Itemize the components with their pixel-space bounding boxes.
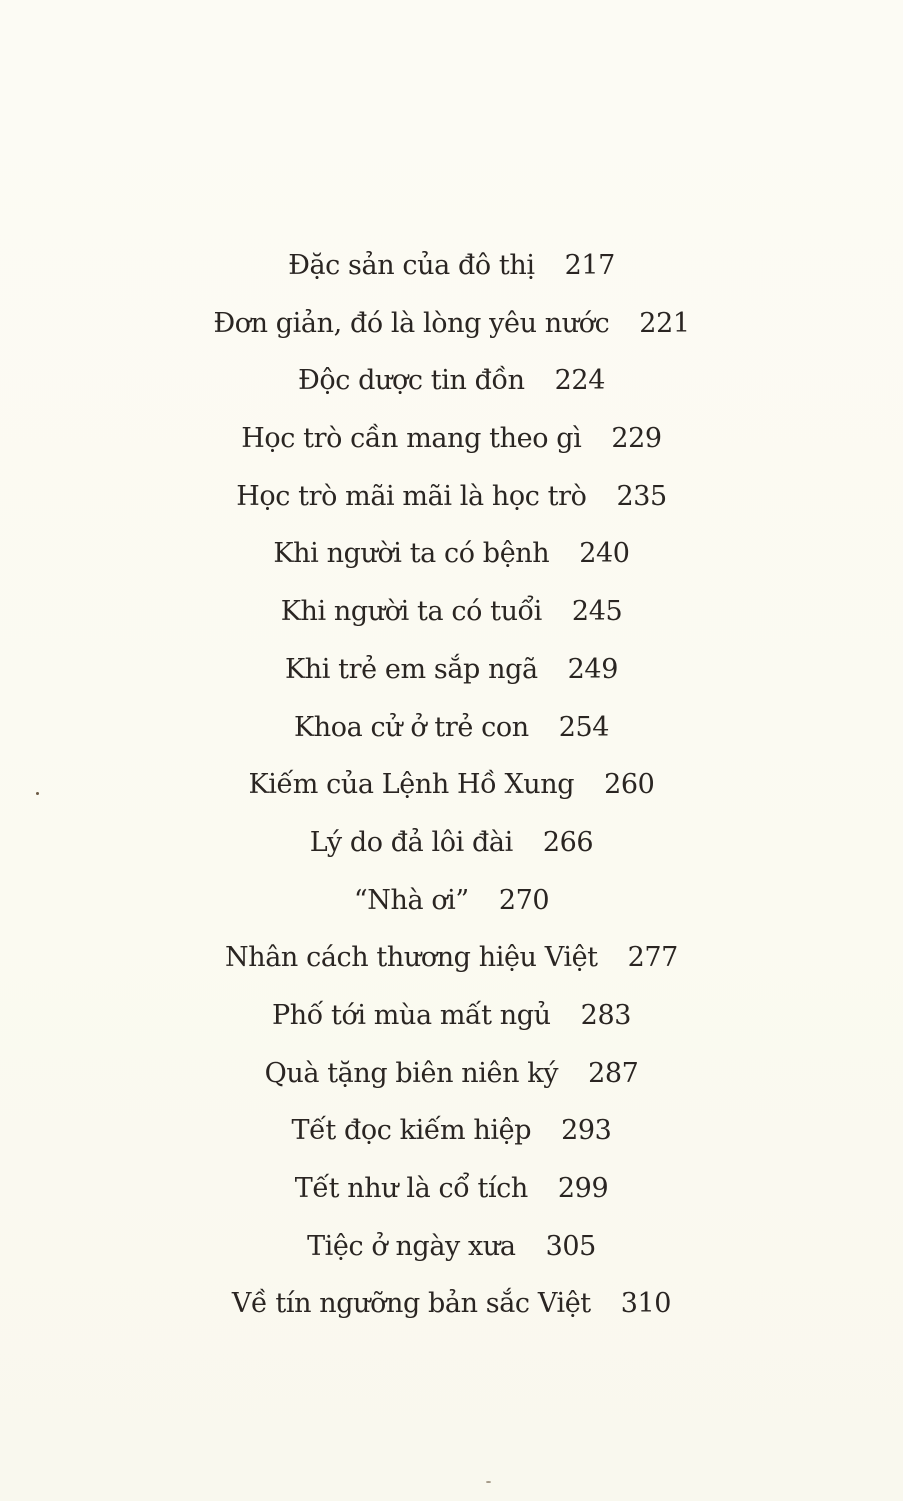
toc-entry-title: Tiệc ở ngày xưa	[307, 1230, 516, 1262]
toc-entry-page-number: 249	[567, 653, 618, 685]
toc-entry	[0, 1218, 903, 1276]
toc-entry-page-number: 254	[558, 711, 610, 743]
toc-entry-page-number: 245	[571, 596, 623, 628]
toc-entry-title: Lý do đả lôi đài	[309, 826, 513, 858]
toc-entry-page-number: 283	[580, 999, 632, 1031]
toc-entry-title: Đơn giản, đó là lòng yêu nước	[213, 307, 610, 339]
toc-entry-title: Học trò cần mang theo gì	[241, 423, 582, 455]
toc-entry-page-number: 310	[620, 1288, 672, 1320]
toc-entry-page-number: 224	[554, 365, 605, 397]
toc-entry	[0, 814, 903, 872]
toc-entry-page-number: 277	[627, 942, 678, 974]
toc-entry-title: Khi trẻ em sắp ngã	[285, 653, 538, 685]
toc-entry	[0, 237, 903, 295]
toc-entry-page-number: 293	[561, 1115, 612, 1147]
toc-entry-page-number: 287	[588, 1057, 639, 1089]
toc-entry-title: Quà tặng biên niên ký	[264, 1057, 559, 1089]
toc-entry	[0, 525, 903, 583]
toc-entry-title: Đặc sản của đô thị	[288, 250, 535, 281]
toc-entry	[0, 583, 903, 641]
toc-entry	[0, 1160, 903, 1218]
toc-entry-title: Nhân cách thương hiệu Việt	[225, 942, 598, 974]
toc-entry-title: Khoa cử ở trẻ con	[293, 711, 529, 743]
toc-entry	[0, 641, 903, 699]
toc-entry-page-number: 270	[498, 884, 550, 916]
toc-entry-page-number: 229	[611, 423, 662, 455]
toc-entry-title: Về tín ngưỡng bản sắc Việt	[231, 1288, 591, 1320]
toc-entry-page-number: 221	[639, 307, 690, 339]
paper-speck	[36, 792, 39, 795]
toc-entry-page-number: 299	[557, 1173, 609, 1204]
toc-entry-page-number: 240	[579, 538, 630, 570]
toc-entry-title: Độc dược tin đồn	[298, 365, 525, 397]
toc-entry	[0, 410, 903, 468]
toc-entry-page-number: 266	[542, 826, 594, 858]
paper-speck	[486, 1481, 491, 1483]
toc-entry	[0, 295, 903, 353]
toc-entry	[0, 756, 903, 814]
table-of-contents	[0, 237, 903, 1333]
toc-entry-title: Tết như là cổ tích	[294, 1173, 528, 1204]
toc-entry-page-number: 235	[616, 480, 667, 512]
toc-entry	[0, 929, 903, 987]
toc-entry	[0, 872, 903, 930]
toc-entry-title: Phố tới mùa mất ngủ	[271, 999, 551, 1031]
toc-entry	[0, 1045, 903, 1103]
toc-entry	[0, 1102, 903, 1160]
toc-entry-page-number: 305	[545, 1230, 596, 1262]
toc-entry	[0, 352, 903, 410]
toc-entry-title: Kiếm của Lệnh Hồ Xung	[248, 769, 575, 801]
toc-entry-title: “Nhà ơi”	[353, 884, 469, 916]
toc-entry	[0, 699, 903, 757]
toc-entry	[0, 987, 903, 1045]
toc-entry-title: Khi người ta có bệnh	[273, 538, 550, 570]
toc-entry-title: Tết đọc kiếm hiệp	[291, 1115, 532, 1147]
toc-entry-title: Học trò mãi mãi là học trò	[236, 480, 587, 512]
toc-entry	[0, 468, 903, 526]
toc-entry-title: Khi người ta có tuổi	[280, 596, 542, 628]
toc-entry-page-number: 217	[564, 250, 615, 281]
toc-entry	[0, 1275, 903, 1333]
toc-entry-page-number: 260	[604, 769, 655, 801]
